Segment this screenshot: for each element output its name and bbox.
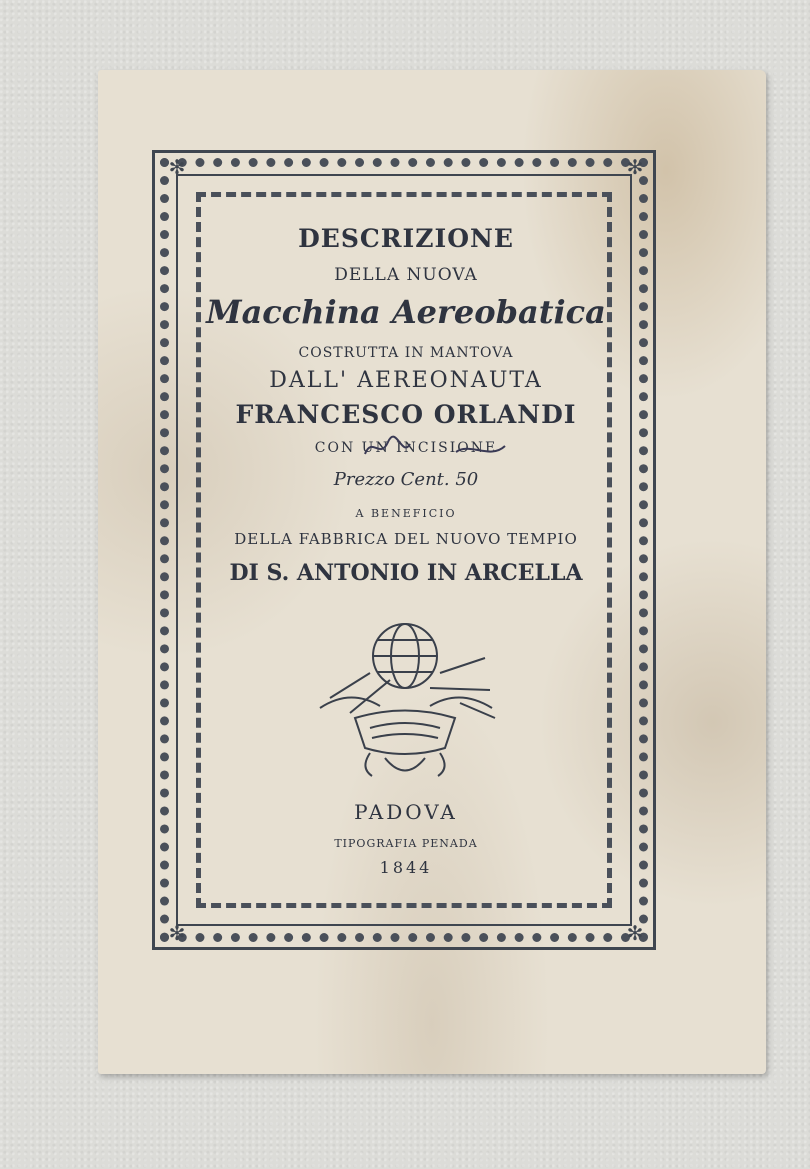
city: PADOVA xyxy=(354,800,458,824)
year: 1844 xyxy=(379,858,433,877)
corner-ornament-icon: ✻ xyxy=(626,921,644,945)
title-line-2: DELLA NUOVA xyxy=(334,265,478,285)
corner-ornament-icon: ✻ xyxy=(168,155,186,179)
author-name: FRANCESCO ORLANDI xyxy=(235,400,577,429)
printer: TIPOGRAFIA PENADA xyxy=(334,837,478,850)
title-line-4: COSTRUTTA IN MANTOVA xyxy=(298,345,514,361)
corner-ornament-icon: ✻ xyxy=(626,155,644,179)
title-line-1: DESCRIZIONE xyxy=(298,224,514,253)
church-name: DI S. ANTONIO IN ARCELLA xyxy=(229,560,583,586)
engraving-note: CON UN INCISIONE xyxy=(314,440,498,456)
benefit-detail: DELLA FABBRICA DEL NUOVO TEMPIO xyxy=(234,530,578,548)
benefit-line: A BENEFICIO xyxy=(355,507,457,520)
handwritten-correction xyxy=(360,432,510,464)
corner-ornament-icon: ✻ xyxy=(168,921,186,945)
title-line-5: DALL' AEREONAUTA xyxy=(269,368,543,393)
price: Prezzo Cent. 50 xyxy=(333,469,479,490)
title-main: Macchina Aereobatica xyxy=(206,293,606,331)
globe-basket-emblem-icon xyxy=(310,618,500,783)
